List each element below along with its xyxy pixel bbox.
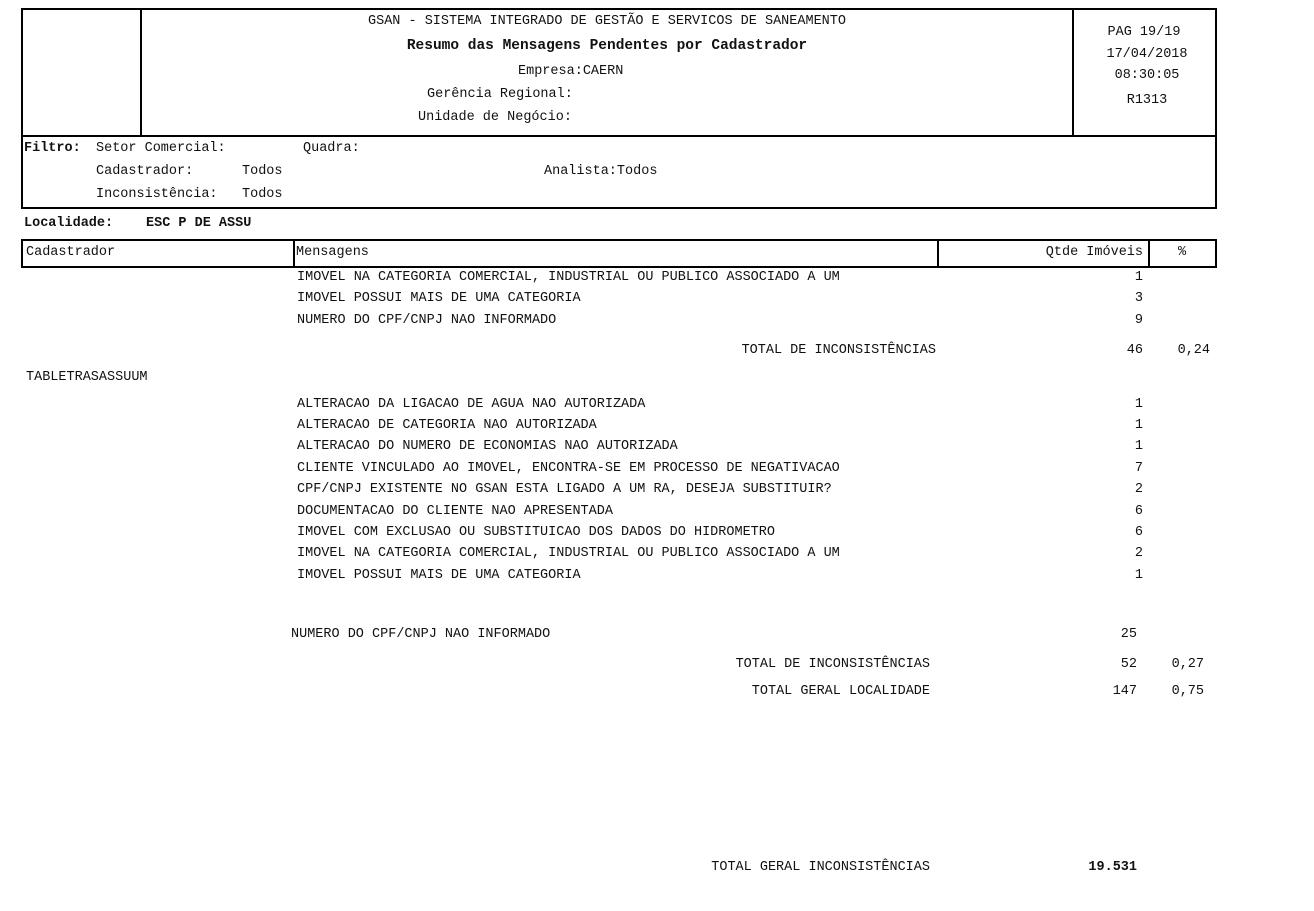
total-label: TOTAL DE INCONSISTÊNCIAS bbox=[741, 343, 936, 358]
analista-value: Todos bbox=[616, 164, 658, 179]
grand-total-value: 19.531 bbox=[1088, 860, 1137, 875]
qtde-value: 1 bbox=[1134, 270, 1143, 285]
table-row bbox=[0, 461, 1314, 481]
gerencia-label: Gerência Regional: bbox=[427, 87, 573, 102]
grand-total-label: TOTAL GERAL INCONSISTÊNCIAS bbox=[711, 860, 930, 875]
col-divider-2 bbox=[937, 239, 939, 268]
inconsistencia-label: Inconsistência: bbox=[96, 187, 218, 202]
qtde-value: 1 bbox=[1134, 397, 1143, 412]
report-date: 17/04/2018 bbox=[1106, 47, 1188, 62]
cadastrador-value: Todos bbox=[242, 164, 283, 179]
qtde-value: 3 bbox=[1134, 291, 1143, 306]
localidade-label: Localidade: bbox=[24, 216, 114, 231]
localidade-total-row bbox=[0, 684, 1314, 704]
qtde-value: 2 bbox=[1134, 546, 1143, 561]
table-row bbox=[0, 397, 1314, 417]
qtde-value: 25 bbox=[1120, 627, 1137, 642]
total-label: TOTAL DE INCONSISTÊNCIAS bbox=[735, 657, 930, 672]
table-row bbox=[0, 482, 1314, 502]
qtde-value: 1 bbox=[1134, 418, 1143, 433]
system-name: GSAN - SISTEMA INTEGRADO DE GESTÃO E SERVICOS DE SANEAMENTO bbox=[368, 14, 846, 29]
total-label: TOTAL GERAL LOCALIDADE bbox=[751, 684, 930, 699]
table-row bbox=[0, 270, 1314, 290]
table-row bbox=[0, 627, 1314, 647]
qtde-value: 1 bbox=[1134, 568, 1143, 583]
table-row bbox=[0, 568, 1314, 588]
message-text: ALTERACAO DO NUMERO DE ECONOMIAS NAO AUTORIZADA bbox=[297, 439, 678, 454]
group-total-row bbox=[0, 343, 1314, 363]
total-percent: 0,24 bbox=[1177, 343, 1210, 358]
message-text: IMOVEL POSSUI MAIS DE UMA CATEGORIA bbox=[297, 568, 581, 583]
empresa-value: CAERN bbox=[582, 64, 624, 79]
message-text: IMOVEL NA CATEGORIA COMERCIAL, INDUSTRIAL OU PUBLICO ASSOCIADO A UM bbox=[297, 546, 840, 561]
qtde-value: 7 bbox=[1134, 461, 1143, 476]
message-text: IMOVEL COM EXCLUSAO OU SUBSTITUICAO DOS DADOS DO HIDROMETRO bbox=[297, 525, 775, 540]
col-divider-1 bbox=[293, 239, 295, 268]
message-text: DOCUMENTACAO DO CLIENTE NAO APRESENTADA bbox=[297, 504, 613, 519]
total-qtde: 147 bbox=[1112, 684, 1137, 699]
table-row bbox=[0, 525, 1314, 545]
analista-label: Analista: bbox=[544, 164, 617, 179]
cadastrador-label: Cadastrador: bbox=[96, 164, 194, 179]
message-text: ALTERACAO DA LIGACAO DE AGUA NAO AUTORIZADA bbox=[297, 397, 646, 412]
message-text: IMOVEL NA CATEGORIA COMERCIAL, INDUSTRIAL OU PUBLICO ASSOCIADO A UM bbox=[297, 270, 840, 285]
total-qtde: 52 bbox=[1120, 657, 1137, 672]
quadra-label: Quadra: bbox=[303, 141, 360, 156]
filter-label: Filtro: bbox=[24, 141, 81, 156]
total-percent: 0,75 bbox=[1171, 684, 1204, 699]
qtde-value: 6 bbox=[1134, 525, 1143, 540]
message-text: IMOVEL POSSUI MAIS DE UMA CATEGORIA bbox=[297, 291, 581, 306]
empresa-line bbox=[518, 64, 623, 79]
header-qtde: Qtde Imóveis bbox=[1045, 245, 1143, 260]
grand-total-row bbox=[0, 860, 1314, 880]
unidade-label: Unidade de Negócio: bbox=[418, 110, 572, 125]
message-text: CPF/CNPJ EXISTENTE NO GSAN ESTA LIGADO A UM RA, DESEJA SUBSTITUIR? bbox=[297, 482, 832, 497]
message-text: CLIENTE VINCULADO AO IMOVEL, ENCONTRA-SE EM PROCESSO DE NEGATIVACAO bbox=[297, 461, 840, 476]
analista-line bbox=[544, 164, 657, 179]
qtde-value: 9 bbox=[1134, 313, 1143, 328]
table-row bbox=[0, 546, 1314, 566]
table-row bbox=[0, 439, 1314, 459]
report-time: 08:30:05 bbox=[1114, 68, 1180, 83]
inconsistencia-value: Todos bbox=[242, 187, 283, 202]
qtde-value: 6 bbox=[1134, 504, 1143, 519]
group-total-row bbox=[0, 657, 1314, 677]
report-code: R1313 bbox=[1126, 93, 1168, 108]
message-text: ALTERACAO DE CATEGORIA NAO AUTORIZADA bbox=[297, 418, 597, 433]
table-row bbox=[0, 418, 1314, 438]
table-row bbox=[0, 504, 1314, 524]
qtde-value: 1 bbox=[1134, 439, 1143, 454]
header-mensagens: Mensagens bbox=[296, 245, 369, 260]
setor-label: Setor Comercial: bbox=[96, 141, 226, 156]
message-text: NUMERO DO CPF/CNPJ NAO INFORMADO bbox=[297, 313, 557, 328]
table-row bbox=[0, 313, 1314, 333]
header-percent: % bbox=[1177, 245, 1187, 260]
empresa-label: Empresa: bbox=[518, 64, 583, 79]
qtde-value: 2 bbox=[1134, 482, 1143, 497]
localidade-value: ESC P DE ASSU bbox=[146, 216, 252, 231]
total-qtde: 46 bbox=[1126, 343, 1143, 358]
page-number: PAG 19/19 bbox=[1107, 25, 1181, 40]
total-percent: 0,27 bbox=[1171, 657, 1204, 672]
cadastrador-name: TABLETRASASSUUM bbox=[26, 370, 148, 385]
header-cadastrador: Cadastrador bbox=[26, 245, 116, 260]
table-row bbox=[0, 291, 1314, 311]
message-text: NUMERO DO CPF/CNPJ NAO INFORMADO bbox=[291, 627, 551, 642]
report-title: Resumo das Mensagens Pendentes por Cadastrador bbox=[406, 38, 808, 54]
